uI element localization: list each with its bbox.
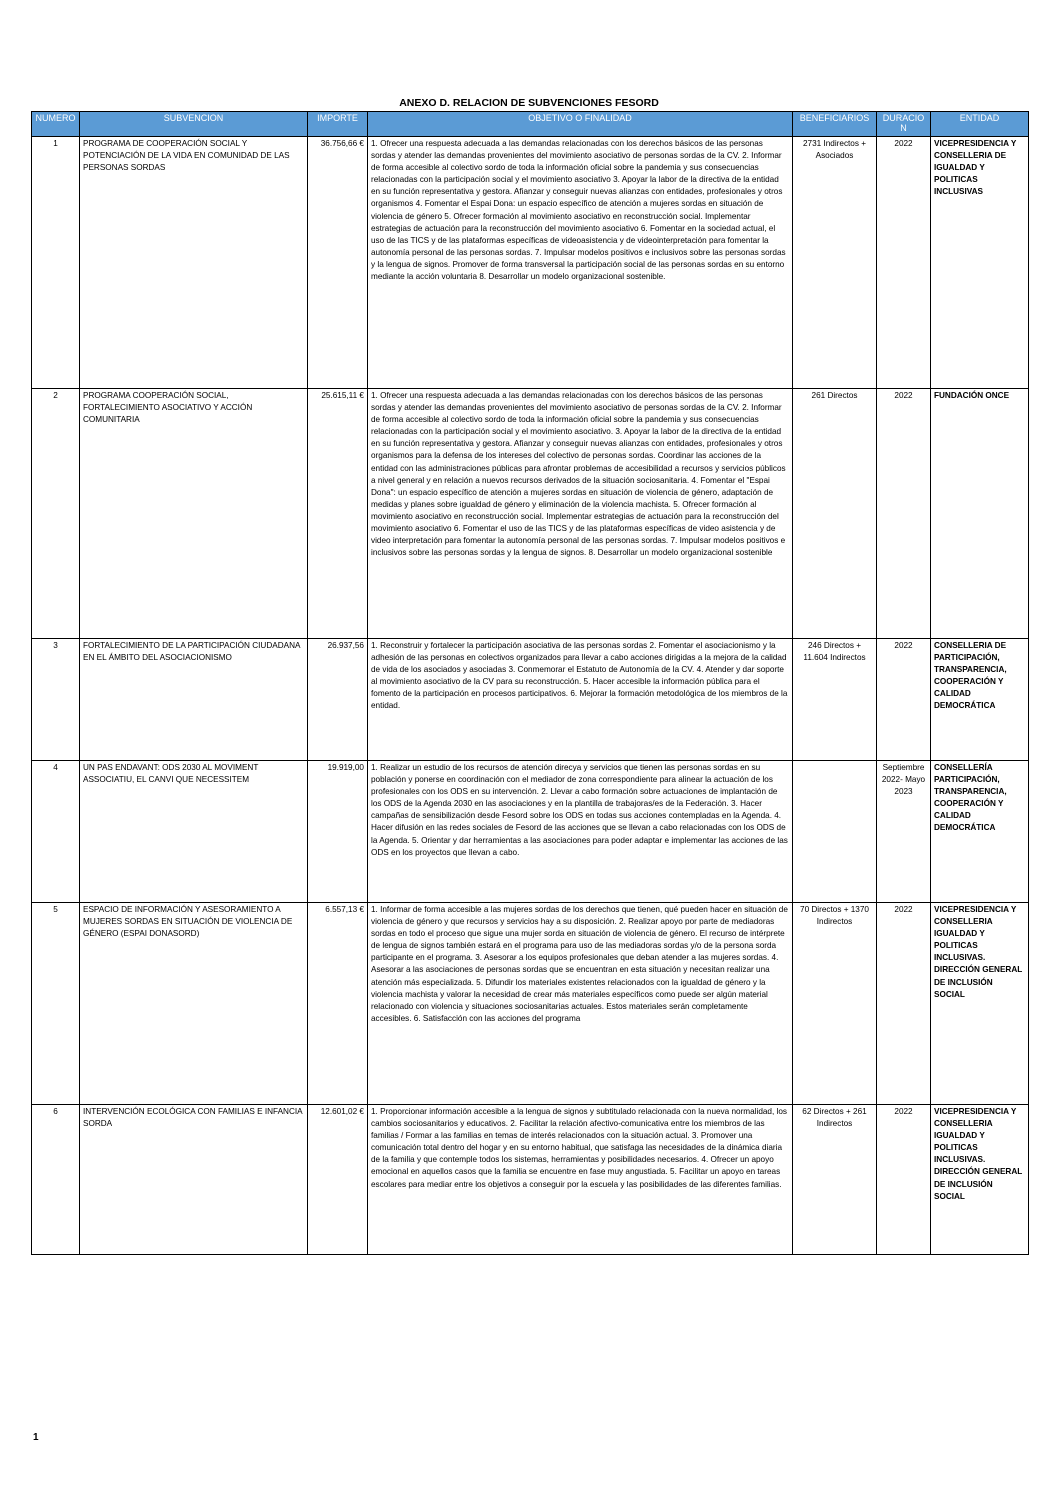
header-subvencion: SUBVENCION [80,112,308,137]
row-beneficiarios: 2731 Indirectos + Asociados [793,137,877,389]
table-row [32,389,1029,639]
row-duracion: Septiembre 2022- Mayo 2023 [877,761,931,903]
subsidies-table [31,111,1029,1255]
row-duracion: 2022 [877,903,931,1105]
row-importe: 12.601,02 € [308,1105,368,1255]
table-row [32,761,1029,903]
row-importe: 26.937,56 [308,639,368,761]
row-importe: 36.756,66 € [308,137,368,389]
row-subvencion: PROGRAMA COOPERACIÓN SOCIAL, FORTALECIMIENTO ASOCIATIVO Y ACCIÓN COMUNITARIA [80,389,308,639]
header-beneficiarios: BENEFICIARIOS [793,112,877,137]
table-row [32,639,1029,761]
header-importe: IMPORTE [308,112,368,137]
row-objetivo: 1. Ofrecer una respuesta adecuada a las demandas relacionadas con los derechos básicos de las personas sordas y atender las demandas provenientes del movimiento asociativo de personas sordas de la CV. 2. Informar de forma accesible al colectivo sordo de toda la información oficial sobre la pandemia y sus consecuencias relacionadas con la participación social y el movimiento asociativo 3. Apoyar la labor de la directiva de la entidad en su función representativa y gestora. Afianzar y conseguir nuevas alianzas con entidades, profesionales y otros organismos 4. Fomentar el Espai Dona: un espacio específico de atención a mujeres sordas en situación de violencia de género 5. Ofrecer formación al movimiento asociativo en reconstrucción social. Implementar estrategias de actuación para la reconstrucción del movimiento asociativo 6. Fomentar en la sociedad actual, el uso de las TICS y de las plataformas específicas de videoasistencia y de videointerpretación para fomentar la autonomía personal de las personas sordas. 7. Impulsar modelos positivos e inclusivos sobre las personas sordas y la lengua de signos. Promover de forma transversal la participación social de las personas sordas en su entorno mediante la acción voluntaria 8. Desarrollar un modelo organizacional sostenible. [368,137,793,389]
row-beneficiarios: 62 Directos + 261 Indirectos [793,1105,877,1255]
row-objetivo: 1. Informar de forma accesible a las mujeres sordas de los derechos que tienen, qué pueden hacer en situación de violencia de género y que recursos y servicios hay a su disposición. 2. Realizar apoyo por parte de mediadoras sordas en todo el proceso que sigue una mujer sorda en situación de violencia de género. El recurso de intérprete de lengua de signos también estará en el programa para uso de las mediadoras sordas y/o de la persona sorda participante en el programa. 3. Asesorar a los equipos profesionales que deban atender a las mujeres sordas. 4. Asesorar a las asociaciones de personas sordas que se encuentran en esta situación y necesitan realizar una atención más especializada. 5. Difundir los materiales existentes relacionados con la igualdad de género y la violencia machista y valorar la necesidad de crear más materiales específicos como puede ser algún material relacionado con violencia y situaciones sociosanitarias actuales. Estos materiales serán completamente accesibles. 6. Satisfacción con las acciones del programa [368,903,793,1105]
table-row [32,137,1029,389]
header-duracion: DURACIO N [877,112,931,137]
row-entidad: VICEPRESIDENCIA Y CONSELLERIA IGUALDAD Y POLITICAS INCLUSIVAS. DIRECCIÓN GENERAL DE INCLUSIÓN SOCIAL [931,1105,1029,1255]
row-numero: 5 [32,903,80,1105]
row-numero: 1 [32,137,80,389]
page-number: 1 [33,1432,39,1443]
row-numero: 3 [32,639,80,761]
row-importe: 19.919,00 [308,761,368,903]
document-title: ANEXO D. RELACION DE SUBVENCIONES FESORD [399,97,659,109]
row-subvencion: PROGRAMA DE COOPERACIÓN SOCIAL Y POTENCIACIÓN DE LA VIDA EN COMUNIDAD DE LAS PERSONAS SORDAS [80,137,308,389]
header-numero: NUMERO [32,112,80,137]
row-entidad: VICEPRESIDENCIA Y CONSELLERIA IGUALDAD Y POLITICAS INCLUSIVAS. DIRECCIÓN GENERAL DE INCLUSIÓN SOCIAL [931,903,1029,1105]
row-numero: 6 [32,1105,80,1255]
row-beneficiarios: 261 Directos [793,389,877,639]
row-duracion: 2022 [877,639,931,761]
table-row [32,1105,1029,1255]
row-entidad: CONSELLERÍA PARTICIPACIÓN, TRANSPARENCIA, COOPERACIÓN Y CALIDAD DEMOCRÁTICA [931,761,1029,903]
row-numero: 2 [32,389,80,639]
header-entidad: ENTIDAD [931,112,1029,137]
row-subvencion: ESPACIO DE INFORMACIÓN Y ASESORAMIENTO A MUJERES SORDAS EN SITUACIÓN DE VIOLENCIA DE GÉNERO (ESPAI DONASORD) [80,903,308,1105]
row-numero: 4 [32,761,80,903]
row-importe: 25.615,11 € [308,389,368,639]
row-entidad: CONSELLERIA DE PARTICIPACIÓN, TRANSPARENCIA, COOPERACIÓN Y CALIDAD DEMOCRÁTICA [931,639,1029,761]
row-duracion: 2022 [877,1105,931,1255]
table-header-row [32,112,1029,137]
table-row [32,903,1029,1105]
row-beneficiarios: 246 Directos + 11.604 Indirectos [793,639,877,761]
row-objetivo: 1. Ofrecer una respuesta adecuada a las demandas relacionadas con los derechos básicos de las personas sordas y atender las demandas provenientes del movimiento asociativo de personas sordas de la CV. 2. Informar de forma accesible al colectivo sordo de toda la información oficial sobre la pandemia y sus consecuencias relacionadas con la participación social y el movimiento asociativo. 3. Apoyar la labor de la directiva de la entidad en su función representativa y gestora. Afianzar y conseguir nuevas alianzas con entidades, profesionales y otros organismos para la defensa de los intereses del colectivo de personas sordas. Coordinar las acciones de la entidad con las administraciones públicas para afrontar problemas de accesibilidad a recursos y servicios públicos a nivel general y en relación a nuevos recursos derivados de la situación sociosanitaria. 4. Fomentar el "Espai Dona": un espacio específico de atención a mujeres sordas en situación de violencia de género, adaptación de medidas y planes sobre igualdad de género y eliminación de la violencia machista. 5. Ofrecer formación al movimiento asociativo en reconstrucción social. Implementar estrategias de actuación para la reconstrucción del movimiento asociativo 6. Fomentar el uso de las TICS y de las plataformas específicas de video asistencia y de video interpretación para fomentar la autonomía personal de las personas sordas. 7. Impulsar modelos positivos e inclusivos sobre las personas sordas y la lengua de signos. 8. Desarrollar un modelo organizacional sostenible [368,389,793,639]
row-importe: 6.557,13 € [308,903,368,1105]
header-objetivo: OBJETIVO O FINALIDAD [368,112,793,137]
row-beneficiarios [793,761,877,903]
row-objetivo: 1. Reconstruir y fortalecer la participación asociativa de las personas sordas 2. Fomentar el asociacionismo y la adhesión de las personas en colectivos organizados para llevar a cabo acciones dirigidas a la mejora de la calidad de vida de los asociados y asociadas 3. Conmemorar el Estatuto de Autonomía de la CV. 4. Atender y dar soporte al movimiento asociativo de la CV para su reconstrucción. 5. Hacer accesible la información pública para el fomento de la participación en procesos participativos. 6. Mejorar la formación metodológica de los miembros de la entidad. [368,639,793,761]
row-duracion: 2022 [877,137,931,389]
row-subvencion: INTERVENCIÓN ECOLÓGICA CON FAMILIAS E INFANCIA SORDA [80,1105,308,1255]
row-duracion: 2022 [877,389,931,639]
row-subvencion: UN PAS ENDAVANT: ODS 2030 AL MOVIMENT ASSOCIATIU, EL CANVI QUE NECESSITEM [80,761,308,903]
row-objetivo: 1. Realizar un estudio de los recursos de atención direcya y servicios que tienen las personas sordas en su población y ponerse en coordinación con el mediador de zona correspondiente para alinear la actuación de los profesionales con los ODS en su intervención. 2. Llevar a cabo formación sobre actuaciones de implantación de los ODS de la Agenda 2030 en las asociaciones y en la plantilla de trabajoras/es de la Federación. 3. Hacer campañas de sensibilización desde Fesord sobre los ODS en todas sus acciones contempladas en la Agenda. 4. Hacer difusión en las redes sociales de Fesord de las acciones que se llevan a cabo relacionadas con los ODS de la Agenda. 5. Orientar y dar herramientas a las asociaciones para poder adaptar e implementar las acciones de las ODS en los proyectos que llevan a cabo. [368,761,793,903]
row-objetivo: 1. Proporcionar información accesible a la lengua de signos y subtitulado relacionada con la nueva normalidad, los cambios sociosanitarios y educativos. 2. Facilitar la relación afectivo-comunicativa entre los miembros de las familias / Formar a las familias en temas de interés relacionados con la situación actual. 3. Promover una comunicación total dentro del hogar y en su entorno habitual, que satisfaga las necesidades de la dinámica diaria de la familia y que contemple todos los sistemas, herramientas y posibilidades necesarios. 4. Ofrecer un apoyo emocional en aquellos casos que la familia se encuentre en fase muy angustiada. 5. Facilitar un apoyo en tareas escolares para mediar entre los objetivos a conseguir por la escuela y las posibilidades de las diferentes familias. [368,1105,793,1255]
row-entidad: FUNDACIÓN ONCE [931,389,1029,639]
row-entidad: VICEPRESIDENCIA Y CONSELLERIA DE IGUALDAD Y POLITICAS INCLUSIVAS [931,137,1029,389]
row-beneficiarios: 70 Directos + 1370 Indirectos [793,903,877,1105]
row-subvencion: FORTALECIMIENTO DE LA PARTICIPACIÓN CIUDADANA EN EL ÁMBITO DEL ASOCIACIONISMO [80,639,308,761]
